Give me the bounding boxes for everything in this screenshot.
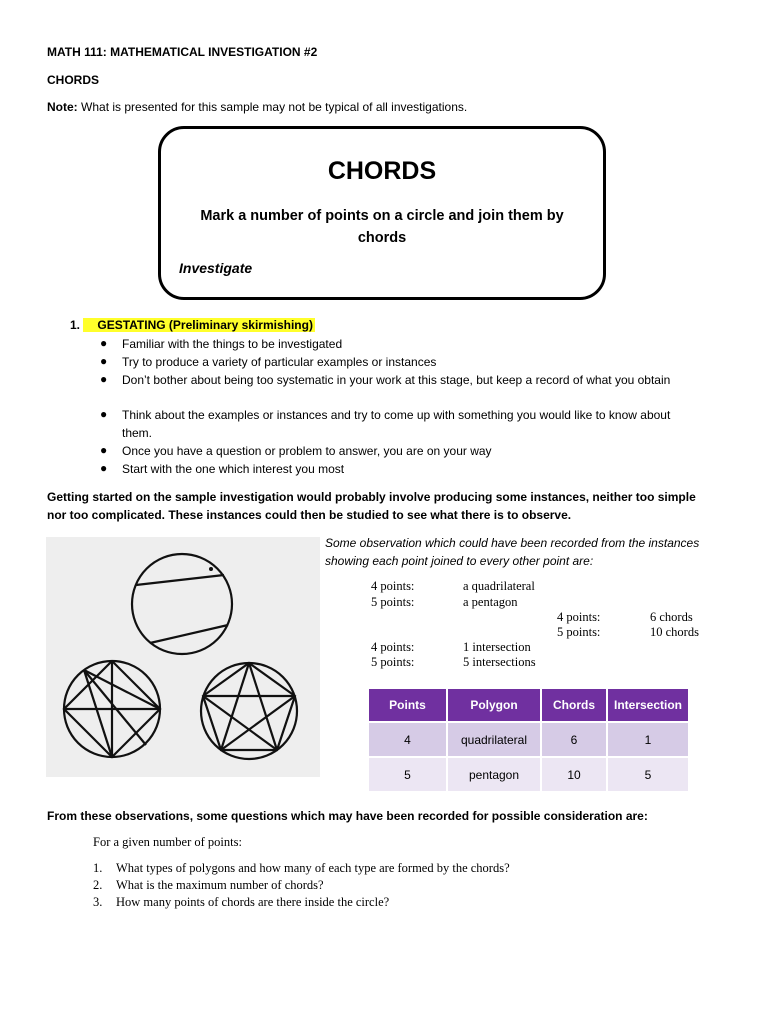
section1-number: 1. bbox=[70, 318, 81, 332]
questions-given: For a given number of points: bbox=[93, 835, 242, 849]
table-row bbox=[368, 757, 689, 792]
task-box bbox=[158, 126, 606, 300]
table-cell: 6 bbox=[541, 722, 607, 757]
table-header-cell: Points bbox=[368, 688, 447, 722]
bullet-item: Try to produce a variety of particular examples or instances bbox=[122, 355, 437, 369]
table-header-row bbox=[368, 688, 689, 722]
bullet-icon: ● bbox=[100, 407, 108, 421]
table-cell: pentagon bbox=[447, 757, 541, 792]
bullet-item: Start with the one which interest you most bbox=[122, 462, 345, 476]
table-cell: 1 bbox=[607, 722, 689, 757]
bullet-icon: ● bbox=[100, 372, 108, 386]
table-cell: 5 bbox=[368, 757, 447, 792]
question-text: What is the maximum number of chords? bbox=[116, 878, 324, 892]
table-header-cell: Intersection bbox=[607, 688, 689, 722]
section1-heading bbox=[70, 318, 315, 332]
note-text: What is presented for this sample may not be typical of all investigations. bbox=[81, 100, 468, 114]
table-header-cell: Polygon bbox=[447, 688, 541, 722]
obs-value: 5 intersections bbox=[463, 655, 536, 669]
table-cell: 10 bbox=[541, 757, 607, 792]
obs-label: 5 points: bbox=[371, 655, 415, 669]
bullet-icon: ● bbox=[100, 354, 108, 368]
table-cell: quadrilateral bbox=[447, 722, 541, 757]
obs-label: 5 points: bbox=[557, 625, 601, 639]
bullet-item: Don’t bother about being too systematic in your work at this stage, but keep a record of what you obtain bbox=[122, 373, 671, 387]
bullet-item: Think about the examples or instances and try to come up with something you would like to know about them. bbox=[122, 408, 671, 440]
obs-value: 6 chords bbox=[650, 610, 693, 624]
question-number: 1. bbox=[93, 861, 103, 875]
obs-label: 5 points: bbox=[371, 595, 415, 609]
table-cell: 5 bbox=[607, 757, 689, 792]
question-text: What types of polygons and how many of each type are formed by the chords? bbox=[116, 861, 510, 875]
bullet-item: Familiar with the things to be investigated bbox=[122, 337, 343, 351]
section1-title: GESTATING (Preliminary skirmishing) bbox=[83, 318, 315, 332]
questions-lead: From these observations, some questions which may have been recorded for possible consideration are: bbox=[47, 809, 648, 823]
bullet-item: Once you have a question or problem to answer, you are on your way bbox=[122, 444, 492, 458]
table-row bbox=[368, 722, 689, 757]
table-header-cell: Chords bbox=[541, 688, 607, 722]
obs-label: 4 points: bbox=[371, 579, 415, 593]
course-title: MATH 111: MATHEMATICAL INVESTIGATION #2 bbox=[47, 45, 318, 59]
bullet-icon: ● bbox=[100, 443, 108, 457]
circles-sketch bbox=[46, 537, 320, 777]
obs-value: 1 intersection bbox=[463, 640, 531, 654]
note-line bbox=[47, 100, 467, 114]
obs-value: 10 chords bbox=[650, 625, 699, 639]
obs-value: a quadrilateral bbox=[463, 579, 535, 593]
question-text: How many points of chords are there inside the circle? bbox=[116, 895, 390, 909]
intro-paragraph: Getting started on the sample investigation would probably involve producing some instances, neither too simple nor too complicated. These instances could then be studied to see what there is to observe. bbox=[47, 490, 696, 522]
obs-label: 4 points: bbox=[371, 640, 415, 654]
table-cell: 4 bbox=[368, 722, 447, 757]
task-box-instruction: Investigate bbox=[179, 260, 253, 276]
obs-value: a pentagon bbox=[463, 595, 518, 609]
observation-table bbox=[368, 688, 689, 792]
topic-heading: CHORDS bbox=[47, 73, 100, 87]
task-box-subtitle: Mark a number of points on a circle and join them by chords bbox=[200, 208, 564, 246]
obs-label: 4 points: bbox=[557, 610, 601, 624]
task-box-title: CHORDS bbox=[327, 157, 437, 185]
bullet-icon: ● bbox=[100, 336, 108, 350]
note-label: Note: bbox=[47, 100, 78, 114]
question-number: 3. bbox=[93, 895, 103, 909]
question-number: 2. bbox=[93, 878, 103, 892]
bullet-icon: ● bbox=[100, 461, 108, 475]
observation-caption: Some observation which could have been recorded from the instances showing each point joined to every other point are: bbox=[325, 536, 700, 568]
